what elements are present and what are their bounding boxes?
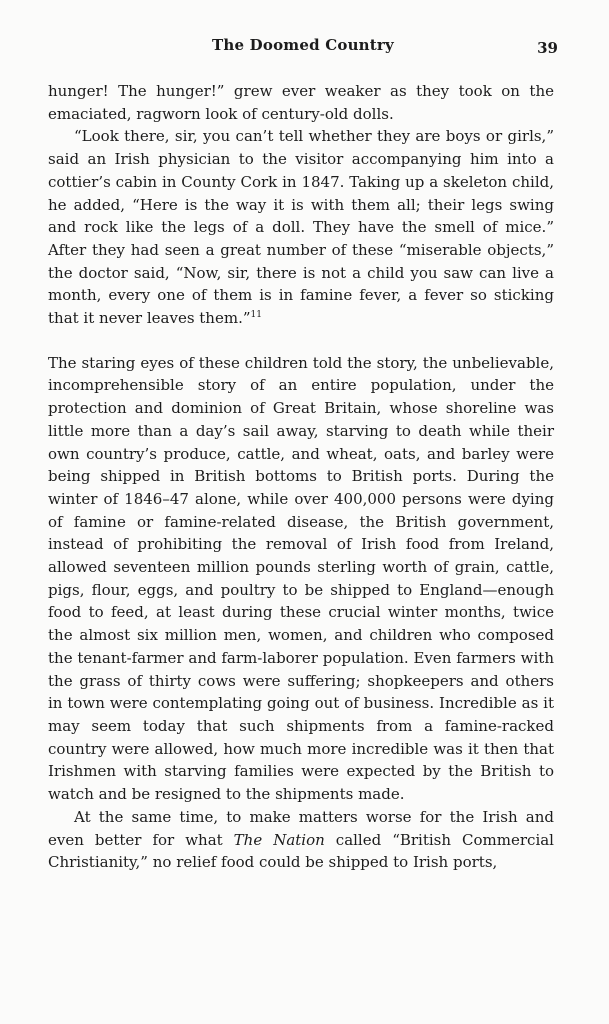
paragraph-same-time — [48, 806, 554, 874]
paragraph-text: “Look there, sir, you can’t tell whether they are boys or girls,” said an Irish physician to the visitor accompanying him into a cottier’s cabin in County Cork in 1847. Taking up a skeleton child, he added, “Here is the way it is with them all; their legs swing and rock like the legs of a doll. They have the smell of mice.” After they had seen a great number of these “miserable objects,” the doctor said, “Now, sir, there is not a child you saw can live a month, every one of them is in famine fever, a fever so sticking that it never leaves them.” — [48, 127, 554, 328]
paragraph-staring-eyes: The staring eyes of these children told the story, the unbelievable, incomprehensible story of an entire population, under the protection and dominion of Great Britain, whose shoreline was little more than a day’s sail away, starving to death while their own country’s produce, cattle, and wheat, oats, and barley were being shipped in British bottoms to British ports. During the winter of 1846–47 alone, while over 400,000 persons were dying of famine or famine-related disease, the British government, instead of prohibiting the removal of Irish food from Ireland, allowed seventeen million pounds sterling worth of grain, cattle, pigs, flour, eggs, and poultry to be shipped to England—enough food to feed, at least during these crucial winter months, twice the almost six million men, women, and children who composed the tenant-farmer and farm-laborer population. Even farmers with the grass of thirty cows were suffering; shopkeepers and others in town were contemplating going out of business. Incredible as it may seem today that such shipments from a famine-racked country were allowed, how much more incredible was it then that Irishmen with starving families were expected by the British to watch and be resigned to the shipments made. — [48, 353, 554, 804]
paragraph-text-start: At the same time, to make matters worse for the Irish and even better for what — [48, 807, 554, 849]
paragraph-physician-quote — [48, 125, 554, 329]
body-text — [48, 80, 554, 874]
page-number: 39 — [537, 39, 558, 57]
footnote-marker: 11 — [250, 310, 262, 321]
newspaper-title: The Nation — [233, 830, 325, 849]
running-head — [48, 36, 558, 58]
paragraph-continued: hunger! The hunger!” grew ever weaker as they took on the emaciated, ragworn look of century-old dolls. — [48, 82, 554, 123]
running-head-title: The Doomed Country — [212, 36, 394, 54]
paragraph-text-end: called “British Commercial Christianity,” no relief food could be shipped to Irish ports, — [48, 830, 554, 872]
